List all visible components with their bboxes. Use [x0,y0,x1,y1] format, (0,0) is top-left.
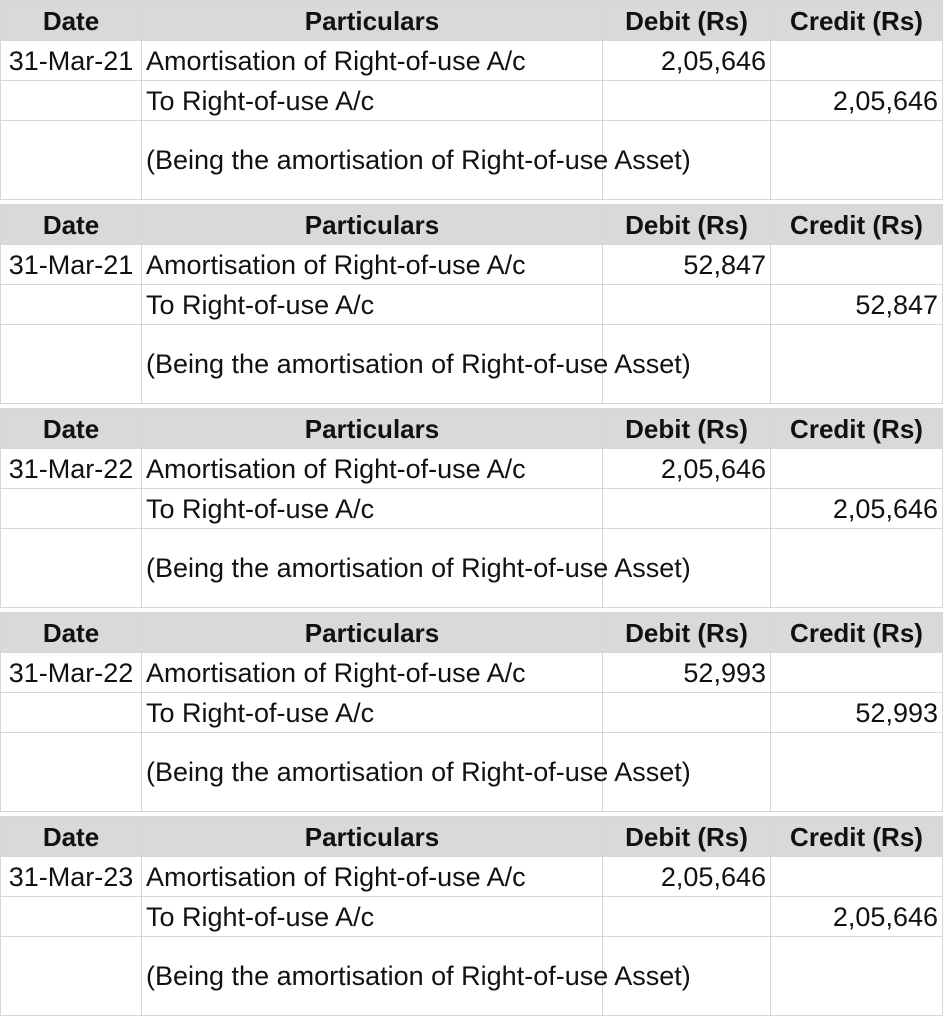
credit-row [1,693,943,733]
empty-cell [771,121,943,200]
narration-row [1,733,943,812]
credit-account: To Right-of-use A/c [142,693,603,733]
credit-account: To Right-of-use A/c [142,285,603,325]
debit-row [1,857,943,897]
header-debit: Debit (Rs) [603,205,771,245]
debit-account: Amortisation of Right-of-use A/c [142,653,603,693]
narration-row [1,529,943,608]
header-date: Date [1,205,142,245]
debit-account: Amortisation of Right-of-use A/c [142,857,603,897]
header-row [1,205,943,245]
header-particulars: Particulars [142,205,603,245]
header-date: Date [1,1,142,41]
entry-date: 31-Mar-21 [1,245,142,285]
empty-cell [771,733,943,812]
narration-row [1,325,943,404]
empty-cell [1,937,142,1016]
empty-cell [771,653,943,693]
narration: (Being the amortisation of Right-of-use Asset) [142,121,603,200]
empty-cell [603,285,771,325]
narration: (Being the amortisation of Right-of-use Asset) [142,529,603,608]
empty-cell [603,81,771,121]
empty-cell [771,449,943,489]
narration: (Being the amortisation of Right-of-use Asset) [142,733,603,812]
empty-cell [603,489,771,529]
debit-amount: 2,05,646 [603,857,771,897]
header-credit: Credit (Rs) [771,409,943,449]
debit-account: Amortisation of Right-of-use A/c [142,41,603,81]
credit-row [1,285,943,325]
credit-account: To Right-of-use A/c [142,897,603,937]
header-credit: Credit (Rs) [771,613,943,653]
header-credit: Credit (Rs) [771,205,943,245]
empty-cell [1,285,142,325]
header-particulars: Particulars [142,409,603,449]
header-debit: Debit (Rs) [603,817,771,857]
journal-entry-table [0,204,943,404]
empty-cell [1,81,142,121]
journal-entry-table [0,816,943,1016]
empty-cell [603,693,771,733]
empty-cell [603,897,771,937]
header-credit: Credit (Rs) [771,817,943,857]
empty-cell [1,733,142,812]
credit-amount: 2,05,646 [771,897,943,937]
debit-row [1,449,943,489]
journal-entry-table [0,612,943,812]
narration: (Being the amortisation of Right-of-use Asset) [142,325,603,404]
credit-row [1,81,943,121]
debit-account: Amortisation of Right-of-use A/c [142,449,603,489]
credit-row [1,897,943,937]
entry-date: 31-Mar-21 [1,41,142,81]
debit-row [1,41,943,81]
debit-amount: 2,05,646 [603,449,771,489]
debit-amount: 52,847 [603,245,771,285]
header-row [1,817,943,857]
header-date: Date [1,613,142,653]
debit-row [1,653,943,693]
credit-amount: 2,05,646 [771,81,943,121]
header-credit: Credit (Rs) [771,1,943,41]
journal-entry-table [0,408,943,608]
narration: (Being the amortisation of Right-of-use Asset) [142,937,603,1016]
entry-date: 31-Mar-22 [1,449,142,489]
credit-account: To Right-of-use A/c [142,81,603,121]
empty-cell [771,529,943,608]
credit-amount: 2,05,646 [771,489,943,529]
empty-cell [1,693,142,733]
empty-cell [1,529,142,608]
credit-account: To Right-of-use A/c [142,489,603,529]
empty-cell [1,897,142,937]
entry-date: 31-Mar-22 [1,653,142,693]
empty-cell [771,937,943,1016]
header-date: Date [1,817,142,857]
header-debit: Debit (Rs) [603,409,771,449]
credit-row [1,489,943,529]
narration-row [1,937,943,1016]
credit-amount: 52,993 [771,693,943,733]
header-date: Date [1,409,142,449]
header-particulars: Particulars [142,1,603,41]
empty-cell [1,121,142,200]
empty-cell [771,245,943,285]
debit-account: Amortisation of Right-of-use A/c [142,245,603,285]
journal-entry-table [0,0,943,200]
debit-row [1,245,943,285]
empty-cell [771,325,943,404]
debit-amount: 2,05,646 [603,41,771,81]
narration-row [1,121,943,200]
empty-cell [1,325,142,404]
empty-cell [1,489,142,529]
header-particulars: Particulars [142,817,603,857]
header-debit: Debit (Rs) [603,1,771,41]
debit-amount: 52,993 [603,653,771,693]
header-row [1,409,943,449]
header-row [1,613,943,653]
header-debit: Debit (Rs) [603,613,771,653]
empty-cell [771,857,943,897]
header-particulars: Particulars [142,613,603,653]
credit-amount: 52,847 [771,285,943,325]
entry-date: 31-Mar-23 [1,857,142,897]
header-row [1,1,943,41]
empty-cell [771,41,943,81]
